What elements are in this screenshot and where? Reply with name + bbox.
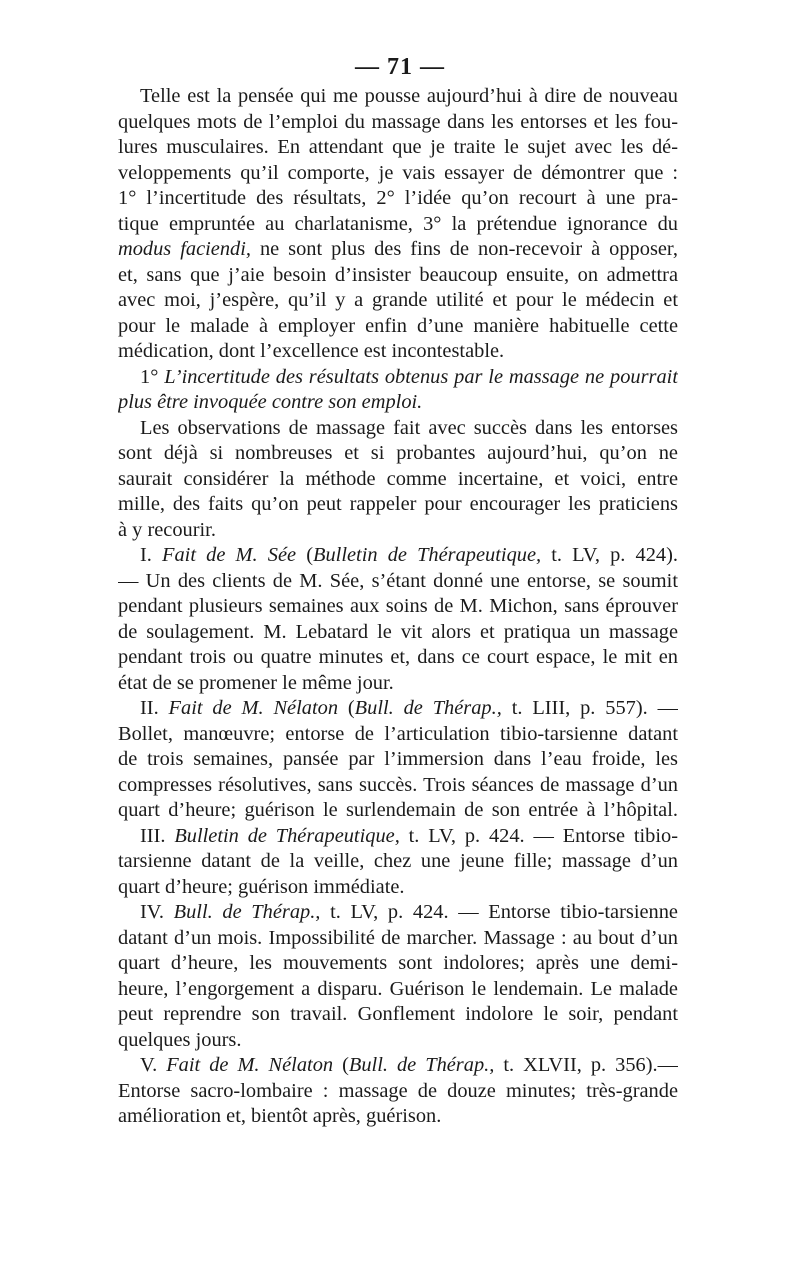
text-segment: I. (140, 544, 163, 566)
text-segment: ( (338, 697, 355, 719)
text-line (118, 1053, 678, 1079)
text-line (118, 263, 678, 289)
text-line (118, 645, 678, 671)
text-segment: pendant trois ou quatre minutes et, dans ce court espace, le mit en (118, 646, 678, 668)
text-segment: II. (140, 697, 169, 719)
text-segment: t. LV, p. 424). (541, 544, 678, 566)
page-number: — 71 — (355, 54, 445, 80)
text-line (118, 518, 678, 544)
text-segment: V. (140, 1054, 167, 1076)
italic-text-segment: Bull. de Thérap., (173, 901, 321, 923)
italic-text-segment: plus être invoquée contre son emploi. (118, 391, 423, 413)
text-segment: Bollet, manœuvre; entorse de l’articulation tibio-tarsienne datant (118, 722, 678, 745)
text-line (118, 416, 678, 442)
text-line (118, 824, 678, 850)
text-line (118, 594, 678, 620)
text-line (118, 1104, 678, 1130)
text-line (118, 365, 678, 391)
text-line (118, 620, 678, 646)
text-segment: t. LV, p. 424. — Entorse tibio- (399, 824, 678, 847)
text-segment: saurait considérer la méthode comme incertaine, et voici, entre (118, 467, 678, 490)
text-segment: 1° l’incertitude des résultats, 2° l’idée qu’on recourt à une pra- (118, 187, 678, 209)
text-segment: peut reprendre son travail. Gonflement indolore le soir, pendant (118, 1003, 678, 1025)
text-segment: mille, des faits qu’on peut rappeler pour encourager les praticiens (118, 493, 678, 515)
text-segment: Les observations de massage fait avec succès dans les entorses (140, 416, 678, 439)
text-line (118, 467, 678, 493)
text-line (118, 926, 678, 952)
text-segment: quelques mots de l’emploi du massage dans les entorses et les fou- (118, 110, 678, 133)
text-segment: quart d’heure; guérison le surlendemain de son entrée à l’hôpital. (118, 799, 678, 821)
text-segment: amélioration et, bientôt après, guérison. (118, 1105, 442, 1127)
text-line (118, 441, 678, 467)
italic-text-segment: L’incertitude des résultats obtenus par le massage ne pourrait (164, 365, 678, 388)
text-segment: Telle est la pensée qui me pousse aujourd’hui à dire de nouveau (140, 85, 678, 107)
text-segment: t. LIII, p. 557). — (501, 697, 678, 719)
italic-text-segment: Bull. de Thérap., (348, 1054, 495, 1076)
text-segment: Entorse sacro-lombaire : massage de douze minutes; très-grande (118, 1079, 678, 1102)
text-line (118, 390, 678, 416)
text-line (118, 135, 678, 161)
text-line (118, 569, 678, 595)
text-line (118, 212, 678, 238)
text-segment: ( (296, 544, 313, 566)
text-line (118, 773, 678, 799)
italic-text-segment: Fait de M. Nélaton (166, 1054, 334, 1076)
text-segment: compresses résolutives, sans succès. Trois séances de massage d’un (118, 773, 678, 796)
text-line (118, 84, 678, 110)
text-segment: t. LV, p. 424. — Entorse tibio-tarsienne (320, 901, 678, 923)
text-line (118, 543, 678, 569)
text-segment: III. (140, 824, 175, 847)
text-segment: quart d’heure, les mouvements sont indolores; après une demi- (118, 952, 678, 974)
text-line (118, 1028, 678, 1054)
italic-text-segment: Bull. de Thérap., (354, 697, 502, 719)
text-segment: de trois semaines, pansée par l’immersion dans l’eau froide, les (118, 748, 678, 770)
text-line (118, 951, 678, 977)
text-segment: sont déjà si nombreuses et si probantes aujourd’hui, qu’on ne (118, 442, 678, 464)
text-line (118, 237, 678, 263)
text-line (118, 161, 678, 187)
text-segment: tarsienne datant de la veille, chez une jeune fille; massage d’un (118, 850, 678, 872)
text-line (118, 696, 678, 722)
text-segment: quelques jours. (118, 1028, 242, 1051)
italic-text-segment: modus faciendi, (118, 238, 251, 260)
text-segment: — Un des clients de M. Sée, s’étant donné une entorse, se soumit (118, 569, 678, 592)
text-line (118, 671, 678, 697)
text-segment: à y recourir. (118, 518, 216, 541)
text-line (118, 288, 678, 314)
text-line (118, 849, 678, 875)
italic-text-segment: Bulletin de Thérapeutique, (174, 824, 400, 847)
text-line (118, 977, 678, 1003)
text-segment: et, sans que j’aie besoin d’insister beaucoup ensuite, on admettra (118, 263, 678, 286)
text-line (118, 1002, 678, 1028)
text-segment: lures musculaires. En attendant que je traite le sujet avec les dé- (118, 136, 678, 158)
text-segment: état de se promener le même jour. (118, 671, 394, 694)
text-line (118, 747, 678, 773)
text-segment: veloppements qu’il comporte, je vais essayer de démontrer que : (118, 161, 678, 184)
text-segment: ( (333, 1054, 349, 1076)
text-line (118, 314, 678, 340)
text-segment: IV. (140, 901, 174, 923)
text-line (118, 339, 678, 365)
text-line (118, 875, 678, 901)
body-text (118, 84, 678, 1130)
italic-text-segment: Bulletin de Thérapeutique, (313, 544, 542, 566)
text-line (118, 1079, 678, 1105)
text-segment: pendant plusieurs semaines aux soins de M. Michon, sans éprouver (118, 595, 678, 617)
text-line (118, 186, 678, 212)
text-line (118, 900, 678, 926)
text-segment: 1° (140, 365, 165, 388)
text-segment: pour le malade à employer enfin d’une manière habituelle cette (118, 314, 678, 337)
text-segment: tique empruntée au charlatanisme, 3° la prétendue ignorance du (118, 212, 678, 235)
text-segment: datant d’un mois. Impossibilité de marcher. Massage : au bout d’un (118, 926, 678, 949)
italic-text-segment: Fait de M. Nélaton (168, 697, 339, 719)
italic-text-segment: Fait de M. Sée (162, 544, 297, 566)
text-segment: heure, l’engorgement a disparu. Guérison le lendemain. Le malade (118, 977, 678, 1000)
text-segment: médication, dont l’excellence est incontestable. (118, 340, 505, 362)
text-segment: t. XLVII, p. 356).— (494, 1054, 678, 1076)
text-segment: avec moi, j’espère, qu’il y a grande utilité et pour le médecin et (118, 289, 678, 311)
text-segment: quart d’heure; guérison immédiate. (118, 875, 405, 898)
text-segment: de soulagement. M. Lebatard le vit alors et pratiqua un massage (118, 620, 678, 643)
text-line (118, 492, 678, 518)
text-line (118, 722, 678, 748)
text-segment: ne sont plus des fins de non-recevoir à opposer, (251, 238, 678, 260)
text-line (118, 798, 678, 824)
text-line (118, 110, 678, 136)
